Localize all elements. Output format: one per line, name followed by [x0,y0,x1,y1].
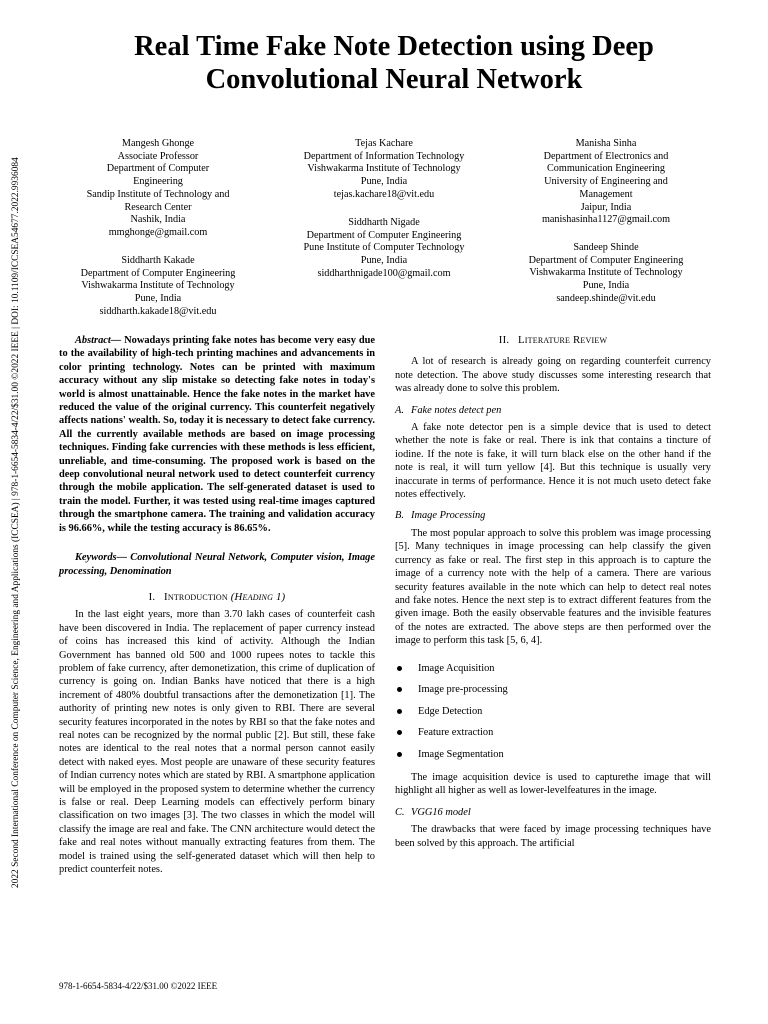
author-affiliation: Pune Institute of Computer Technology [303,242,465,254]
author-name: Tejas Kachare [355,138,413,149]
author-name: Sandeep Shinde [573,242,639,253]
author-email: siddharth.kakade18@vit.edu [99,305,217,317]
conference-side-note: 2022 Second International Conference on Computer Science, Engineering and Applications (ICCSEA) | 978-1-6654-5834-4/22/$31.00 ©2022 IEEE | DOI: 10.1109/ICCSEA54677.2022.9936084 [11,157,21,888]
lit-paragraph: A lot of research is already going on regarding counterfeit currency note detection. The above study discusses some interesting research that was already done to solve this problem. [395,356,711,395]
author-email: mmghonge@gmail.com [108,226,208,238]
section-title: Introduction [164,590,228,603]
author-affiliation: Vishwakarma Institute of Technology [307,163,461,175]
steps-list [395,658,711,766]
vgg-paragraph: The drawbacks that were faced by image processing techniques have been solved by this approach. The artificial [395,824,711,849]
author-affiliation: Pune, India [582,280,630,292]
author-affiliation: Vishwakarma Institute of Technology [81,280,235,292]
author-affiliation: Department of Computer Engineering [306,229,462,241]
author-affiliation: Communication Engineering [547,163,665,175]
author-name: Siddharth Kakade [121,255,195,266]
subsection-letter: C. [395,806,405,818]
abstract-text: Nowadays printing fake notes has become very easy due to the availability of high-tech printing machines and advancements in color printing technology. Notes can be printed with maximum accuracy without any slip mistake so detecting fake notes in today's world is almost unattainable. Hence the fake notes in the market have reduced the value of the original currency. This counterfeit negatively affects nations' wealth. So, today it is necessary to detect fake currency. All the currently available methods are based on image processing techniques. Finding fake currencies with these methods is less efficient, unreliable, and time-consuming. The proposed work is based on the deep convolutional neural network used to detect counterfeit currency through the mobile application. The self-generated dataset is used to train the model. Further, it was tested using real-time images captured through the smartphone camera. The training and validation accuracy is 96.66%, while the testing accuracy is 86.65%. [59,335,375,534]
abstract-label: Abstract— [75,335,122,346]
author-name: Siddharth Nigade [348,217,420,228]
subsection-title: Fake notes detect pen [411,404,502,416]
author-affiliation: Sandip Institute of Technology and [86,188,230,200]
author-block [279,217,489,281]
subsection-heading [395,404,711,417]
keywords: Keywords— Convolutional Neural Network, Computer vision, Image processing, Denomination [59,552,375,577]
subsection-title: VGG16 model [411,806,471,818]
left-column [59,334,375,876]
author-affiliation: Department of Information Technology [303,150,465,162]
author-block [63,138,253,240]
author-affiliation: Vishwakarma Institute of Technology [529,267,683,279]
list-item: Feature extraction [395,722,711,744]
author-affiliation: Department of Computer Engineering [528,254,684,266]
author-affiliation: Associate Professor [117,150,199,162]
pen-paragraph: A fake note detector pen is a simple device that is used to detect whether the note is fake or real. There is ink that contains a tincture of iodine. If the note is fake, it will turn black else on the other hand if the note is real, it will turn yellow [4]. But this technique is usually very inaccurate in terms of performance. Hence it is not much useto detect fake notes effectively. [395,422,711,501]
section-number: I. [148,590,156,603]
paper-title [40,30,748,96]
right-column [395,334,711,850]
author-block [53,255,263,319]
copyright-footer: 978-1-6654-5834-4/22/$31.00 ©2022 IEEE [59,981,218,991]
author-affiliation: Pune, India [134,293,182,305]
author-affiliation: Management [579,188,633,200]
author-block [501,242,711,306]
title-line-1: Real Time Fake Note Detection using Deep [134,31,654,62]
author-email: manishasinha1127@gmail.com [541,214,671,226]
author-affiliation: Research Center [124,201,192,213]
author-affiliation: Department of Electronics and [543,150,669,162]
author-affiliation: Pune, India [360,255,408,267]
title-line-2: Convolutional Neural Network [205,64,583,95]
section-title: Literature Review [517,334,608,346]
abstract [59,334,375,535]
author-affiliation: University of Engineering and [544,176,668,188]
list-item: Image Segmentation [395,744,711,766]
section-note: (Heading 1) [230,590,286,603]
list-item: Edge Detection [395,701,711,723]
author-block [511,138,701,227]
list-item: Image Acquisition [395,658,711,680]
author-affiliation: Department of Computer Engineering [80,267,236,279]
author-email: tejas.kachare18@vit.edu [333,188,435,200]
author-affiliation: Engineering [133,176,183,188]
section-heading [395,334,711,347]
section-number: II. [498,334,510,346]
section-heading [59,591,375,604]
subsection-heading [395,806,711,819]
author-name: Manisha Sinha [575,138,637,149]
subsection-title: Image Processing [411,510,486,522]
author-email: siddharthnigade100@gmail.com [317,267,451,279]
subsection-letter: B. [395,510,404,522]
author-affiliation: Nashik, India [130,214,186,226]
author-block [279,138,489,202]
author-email: sandeep.shinde@vit.edu [556,292,656,304]
intro-paragraph: In the last eight years, more than 3.70 lakh cases of counterfeit cash have been discovered in India. The replacement of paper currency instead of coins has increased this kind of activity. Although the Indian Government has banned old 500 and 1000 rupees notes to tackle this problem of fake currency, after demonetization, this crime of duplication of currency is going on. Indian Banks have noticed that there is a high increment of 480% doubtful transactions after the demonetization [1]. The authority of printing new notes is only given to RBI. There are several security features incorporated in the notes by RBI so that the fake notes and real notes can be recognized by the normal public [2]. But still, these fake notes are identical to the real notes that a normal person cannot easily detect with naked eyes. Most people are unaware of these security features of Indian currency notes which are stated by RBI. A smartphone application will be employed in the proposed system to determine whether the currency is false or real. Deep Learning models can effectively perform binary classification on two images [3]. The two classes in which the model will classify the image are real and fake. The CNN architecture would detect the fake and real notes without manually extracting features from them. The model is trained using the self-generated dataset which will then help to predict counterfeit notes. [59,609,375,876]
subsection-letter: A. [395,404,404,416]
list-item: Image pre-processing [395,679,711,701]
subsection-heading [395,509,711,522]
author-affiliation: Pune, India [360,176,408,188]
author-affiliation: Jaipur, India [580,201,632,213]
image-processing-paragraph: The most popular approach to solve this problem was image processing [5]. Many techniques in image processing can help classify the given currency as fake or real. The first step in this approach is to capture the image of a currency note with the help of a camera. There are various security features available in the note which can help to detect real notes and fake notes. Hence the next step is to extract different features from the given image. Both the easily observable features and the invisible features of the notes are extracted. The above steps are then performed over the image to perform this task [5, 6, 4]. [395,527,711,647]
author-name: Mangesh Ghonge [121,138,195,149]
author-affiliation: Department of Computer [106,163,210,175]
acquisition-paragraph: The image acquisition device is used to capturethe image that will highlight all higher as well as lower-levelfeatures in the image. [395,772,711,797]
